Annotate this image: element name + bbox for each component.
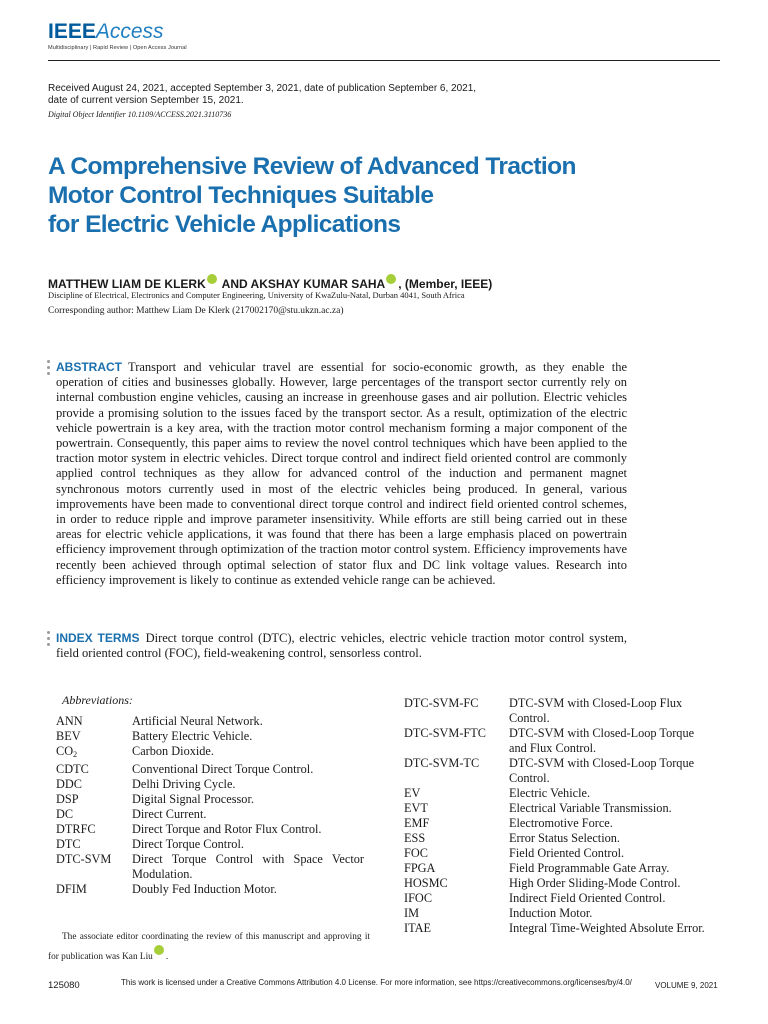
abbr-term: DTC-SVM — [56, 852, 112, 866]
abbreviation-row — [56, 762, 364, 777]
abbr-definition: Battery Electric Vehicle. — [132, 729, 253, 743]
license-notice[interactable]: This work is licensed under a Creative Commons Attribution 4.0 License. For more information, see https://creativecommons.org/licenses/by/4.0/ — [121, 978, 632, 987]
author-name: MATTHEW LIAM DE KLERK — [48, 277, 206, 291]
abbr-term: ANN — [56, 714, 83, 728]
abbr-definition: Electromotive Force. — [509, 816, 613, 830]
abbreviation-row — [404, 906, 714, 921]
abbr-definition: Delhi Driving Cycle. — [132, 777, 236, 791]
abbreviation-row — [56, 792, 364, 807]
orcid-icon[interactable] — [386, 274, 396, 284]
abbreviation-row — [56, 729, 364, 744]
doi: Digital Object Identifier 10.1109/ACCESS.2021.3110736 — [48, 110, 232, 119]
abstract-dots-icon — [47, 360, 50, 378]
abstract-text: Transport and vehicular travel are essential for socio-economic growth, as they enable the operation of cities and businesses globally. However, large percentages of the transport sector currently rely on internal combustion engine vehicles, causing an increase in greenhouse gases and air pollution. Electric vehicles provide a promising solution to the issues faced by the transport sector. As a result, optimization of the electric vehicle powertrain is a key area, with the traction motor control mechanism forming a major component of the powertrain. Consequently, this paper aims to review the novel control techniques which have been applied to the traction motor system in electric vehicles. Direct torque control and indirect field oriented control are commonly applied control techniques as they allow for advanced control of the induction and permanent magnet synchronous motors currently used in most of the electric vehicles being produced. In general, various improvements have been made to conventional direct torque control and indirect field oriented control schemes, in order to reduce ripple and improve parameter insensitivity. While efforts are still being carried out in these areas for electric vehicle applications, it was found that there has been a large emphasis placed on powertrain efficiency improvement through optimization of the traction motor control system. Efficiency improvements have recently been achieved through optimal selection of stator flux and DC link voltage values. Research into efficiency improvement is likely to continue as extended vehicle range can be achieved. — [56, 360, 627, 587]
abbr-definition: Direct Torque Control with Space Vector Modulation. — [132, 852, 364, 881]
paper-title — [48, 152, 668, 239]
index-terms — [56, 631, 627, 661]
abbreviation-row — [56, 822, 364, 837]
abbr-definition: Conventional Direct Torque Control. — [132, 762, 314, 776]
abbr-term: EVT — [404, 801, 428, 815]
abbreviation-row — [404, 831, 714, 846]
volume-label: VOLUME 9, 2021 — [655, 981, 718, 990]
abbr-term: FPGA — [404, 861, 436, 875]
title-line: for Electric Vehicle Applications — [48, 211, 401, 238]
title-line: A Comprehensive Review of Advanced Traction — [48, 153, 576, 180]
abstract-label: ABSTRACT — [56, 360, 122, 374]
author-list — [48, 274, 492, 291]
abbr-term: DDC — [56, 777, 82, 791]
abbr-definition: Carbon Dioxide. — [132, 744, 214, 758]
abbr-definition: Field Oriented Control. — [509, 846, 625, 860]
footnote-text: The associate editor coordinating the review of this manuscript and approving it for publication was Kan Liu — [48, 932, 370, 962]
abbreviations-heading: Abbreviations: — [62, 693, 133, 707]
abbr-definition: High Order Sliding-Mode Control. — [509, 876, 681, 890]
abbr-term: DTC-SVM-TC — [404, 756, 480, 770]
abbreviations-table-left — [56, 714, 364, 897]
abbr-term: ESS — [404, 831, 426, 845]
abbr-term: IM — [404, 906, 420, 920]
abbr-term: BEV — [56, 729, 81, 743]
abbreviation-row — [404, 816, 714, 831]
abbr-term: CDTC — [56, 762, 89, 776]
abbr-term: HOSMC — [404, 876, 448, 890]
abbreviation-row — [404, 846, 714, 861]
abbr-definition: Error Status Selection. — [509, 831, 620, 845]
author-name: AND AKSHAY KUMAR SAHA — [221, 277, 386, 291]
abbr-term: DTC-SVM-FTC — [404, 726, 486, 740]
abbr-term: DC — [56, 807, 74, 821]
abbreviation-row — [56, 744, 364, 762]
abbreviation-row — [404, 696, 714, 726]
abbr-term: EV — [404, 786, 421, 800]
abbr-term: DSP — [56, 792, 79, 806]
abbr-definition: Indirect Field Oriented Control. — [509, 891, 666, 905]
abbreviation-row — [56, 807, 364, 822]
header-divider — [48, 60, 720, 61]
orcid-icon[interactable] — [154, 945, 164, 955]
logo-wordmark — [48, 20, 187, 44]
index-terms-label: INDEX TERMS — [56, 631, 140, 645]
abbreviation-row — [56, 882, 364, 897]
abbreviation-row — [56, 714, 364, 729]
orcid-icon[interactable] — [207, 274, 217, 284]
abbr-definition: Induction Motor. — [509, 906, 593, 920]
abbreviation-row — [404, 891, 714, 906]
title-line: Motor Control Techniques Suitable — [48, 182, 434, 209]
index-terms-dots-icon — [47, 631, 50, 649]
abbr-term: DFIM — [56, 882, 87, 896]
abbr-definition: Electric Vehicle. — [509, 786, 591, 800]
abbr-term: DTRFC — [56, 822, 96, 836]
abbr-term-subscript: 2 — [73, 750, 78, 759]
abbreviation-row — [404, 921, 714, 936]
received-dates: Received August 24, 2021, accepted September 3, 2021, date of publication September 6, 2021, date of current version September 15, 2021. — [48, 83, 477, 106]
abbreviation-row — [404, 801, 714, 816]
index-terms-text: Direct torque control (DTC), electric vehicles, electric vehicle traction motor control system, field oriented control (FOC), field-weakening control, sensorless control. — [56, 631, 627, 661]
affiliation: Discipline of Electrical, Electronics and Computer Engineering, University of KwaZulu-Natal, Durban 4041, South Africa — [48, 290, 465, 300]
abbreviation-row — [404, 876, 714, 891]
abbr-definition: Artificial Neural Network. — [132, 714, 263, 728]
abbr-definition: Doubly Fed Induction Motor. — [132, 882, 277, 896]
logo-access: Access — [95, 20, 164, 43]
abbr-term — [56, 744, 132, 762]
abbr-definition: DTC-SVM with Closed-Loop Torque Control. — [509, 756, 695, 785]
abbr-definition: Electrical Variable Transmission. — [509, 801, 672, 815]
abbreviation-row — [404, 726, 714, 756]
abbr-term: ITAE — [404, 921, 432, 935]
logo-ieee: IEEE — [48, 20, 96, 43]
logo-tagline: Multidisciplinary | Rapid Review | Open Access Journal — [48, 45, 187, 51]
abbr-definition: Direct Current. — [132, 807, 207, 821]
abbr-term: FOC — [404, 846, 428, 860]
abbreviation-row — [56, 837, 364, 852]
abbr-definition: Direct Torque and Rotor Flux Control. — [132, 822, 322, 836]
abbreviation-row — [404, 861, 714, 876]
abbreviation-row — [404, 786, 714, 801]
journal-logo — [48, 20, 187, 51]
abbreviation-row — [404, 756, 714, 786]
abbr-term: DTC-SVM-FC — [404, 696, 479, 710]
abbr-term: IFOC — [404, 891, 433, 905]
editor-footnote — [48, 930, 370, 965]
abbr-term: DTC — [56, 837, 81, 851]
abstract — [56, 360, 627, 588]
abbreviation-row — [56, 852, 364, 882]
abbreviation-row — [56, 777, 364, 792]
abbr-definition: Integral Time-Weighted Absolute Error. — [509, 921, 705, 935]
abbreviations-table-right — [404, 696, 714, 936]
abbr-definition: Direct Torque Control. — [132, 837, 244, 851]
corresponding-author: Corresponding author: Matthew Liam De Klerk (217002170@stu.ukzn.ac.za) — [48, 306, 344, 316]
footnote-end: . — [165, 952, 169, 962]
abbr-definition: DTC-SVM with Closed-Loop Torque and Flux Control. — [509, 726, 695, 755]
page-number: 125080 — [48, 980, 80, 991]
abbr-definition: DTC-SVM with Closed-Loop Flux Control. — [509, 696, 683, 725]
author-membership: , (Member, IEEE) — [398, 277, 493, 291]
abbr-term: EMF — [404, 816, 430, 830]
abbr-definition: Field Programmable Gate Array. — [509, 861, 670, 875]
abbr-definition: Digital Signal Processor. — [132, 792, 254, 806]
abbr-term-base: CO — [56, 744, 74, 758]
